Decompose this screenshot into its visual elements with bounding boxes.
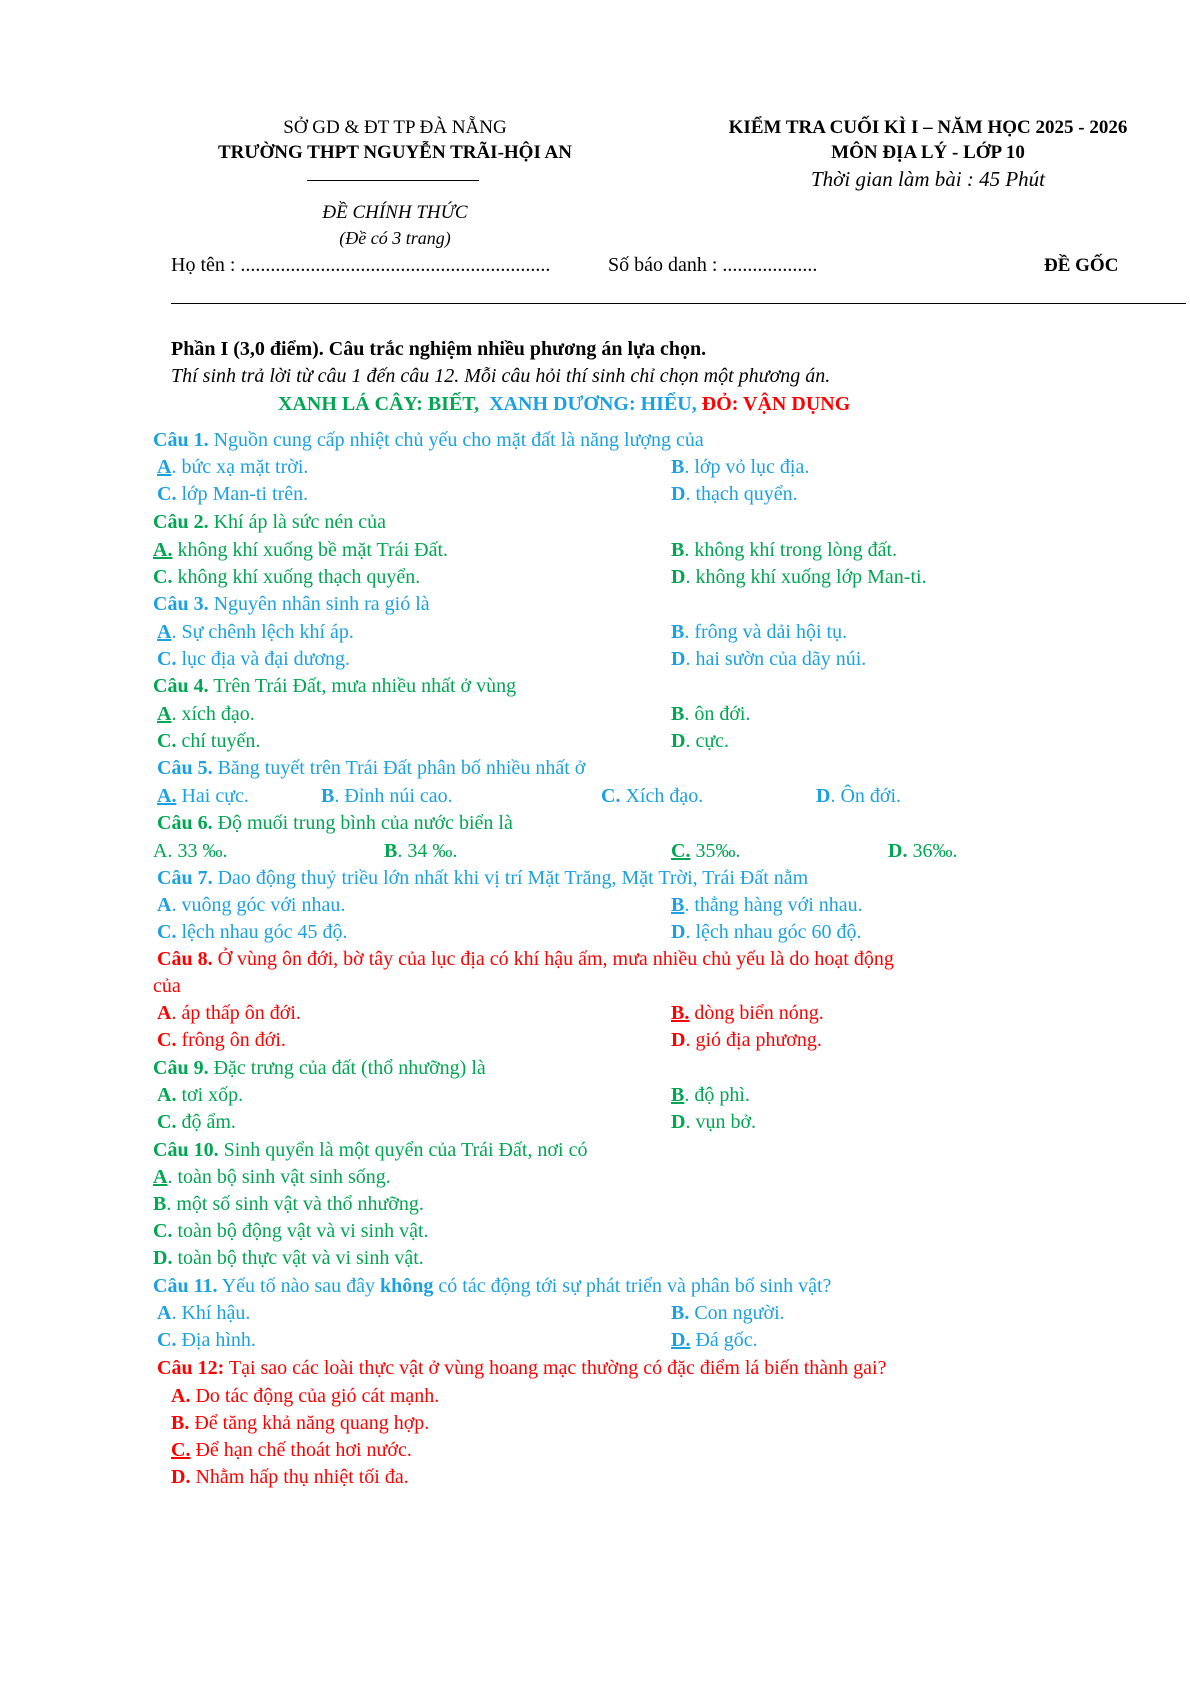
q9-option-d[interactable]: D. vụn bở.: [671, 1111, 757, 1133]
q1-option-b[interactable]: B. lớp vỏ lục địa.: [671, 456, 810, 478]
exam-title: KIỂM TRA CUỐI KÌ I – NĂM HỌC 2025 - 2026: [728, 117, 1128, 138]
legend-green: XANH LÁ CÂY: BIẾT,: [278, 393, 480, 415]
header-underline: [307, 180, 479, 181]
q8-option-c[interactable]: C. frông ôn đới.: [157, 1029, 286, 1051]
student-name-field: Họ tên : ..............................................................: [171, 254, 551, 276]
department-name: SỞ GD & ĐT TP ĐÀ NẴNG: [283, 117, 507, 138]
student-id-field: Số báo danh : ...................: [608, 254, 818, 276]
q11-option-d[interactable]: D. Đá gốc.: [671, 1329, 758, 1351]
q4-option-d[interactable]: D. cực.: [671, 730, 730, 752]
q12-option-a[interactable]: A. Do tác động của gió cát mạnh.: [171, 1385, 440, 1407]
q2-option-d[interactable]: D. không khí xuống lớp Man-ti.: [671, 566, 927, 588]
question-6: Câu 6. Độ muối trung bình của nước biển là: [157, 812, 513, 834]
q4-option-b[interactable]: B. ôn đới.: [671, 703, 751, 725]
q9-option-a[interactable]: A. tơi xốp.: [157, 1084, 244, 1106]
q10-option-b[interactable]: B. một số sinh vật và thổ nhưỡng.: [153, 1193, 424, 1215]
question-10: Câu 10. Sinh quyển là một quyển của Trái Đất, nơi có: [153, 1139, 588, 1161]
q6-option-d[interactable]: D. 36‰.: [888, 840, 958, 862]
q3-option-c[interactable]: C. lục địa và đại dương.: [157, 648, 351, 670]
q12-option-c[interactable]: C. Để hạn chế thoát hơi nước.: [171, 1439, 412, 1461]
q1-option-c[interactable]: C. lớp Man-ti trên.: [157, 483, 309, 505]
q2-option-b[interactable]: B. không khí trong lòng đất.: [671, 539, 898, 561]
subject-title: MÔN ĐỊA LÝ - LỚP 10: [831, 142, 1025, 163]
question-1: Câu 1. Nguồn cung cấp nhiệt chủ yếu cho mặt đất là năng lượng của: [153, 429, 704, 451]
q11-option-c[interactable]: C. Địa hình.: [157, 1329, 256, 1351]
legend-blue: XANH DƯƠNG: HIỂU,: [489, 393, 697, 415]
q7-option-b[interactable]: B. thẳng hàng với nhau.: [671, 894, 863, 916]
question-9: Câu 9. Đặc trưng của đất (thổ nhưỡng) là: [153, 1057, 486, 1079]
q3-option-a[interactable]: A. Sự chênh lệch khí áp.: [157, 621, 354, 643]
question-5: Câu 5. Băng tuyết trên Trái Đất phân bố nhiều nhất ở: [157, 757, 586, 779]
q12-option-b[interactable]: B. Để tăng khả năng quang hợp.: [171, 1412, 430, 1434]
q4-option-a[interactable]: A. xích đạo.: [157, 703, 255, 725]
q11-option-a[interactable]: A. Khí hậu.: [157, 1302, 251, 1324]
official-label: ĐỀ CHÍNH THỨC: [322, 202, 468, 223]
q11-option-b[interactable]: B. Con người.: [671, 1302, 785, 1324]
q1-option-a[interactable]: A. bức xạ mặt trời.: [157, 456, 309, 478]
q7-option-c[interactable]: C. lệch nhau góc 45 độ.: [157, 921, 348, 943]
q7-option-d[interactable]: D. lệch nhau góc 60 độ.: [671, 921, 862, 943]
q6-option-c[interactable]: C. 35‰.: [671, 840, 741, 862]
q4-option-c[interactable]: C. chí tuyến.: [157, 730, 261, 752]
school-name: TRƯỜNG THPT NGUYỄN TRÃI-HỘI AN: [217, 142, 572, 163]
q12-option-d[interactable]: D. Nhằm hấp thụ nhiệt tối đa.: [171, 1466, 409, 1488]
part1-title: Phần I (3,0 điểm). Câu trắc nghiệm nhiều phương án lựa chọn.: [171, 338, 707, 360]
question-8-cont: của: [153, 975, 181, 997]
q2-option-c[interactable]: C. không khí xuống thạch quyển.: [153, 566, 421, 588]
q10-option-d[interactable]: D. toàn bộ thực vật và vi sinh vật.: [153, 1247, 424, 1269]
q1-option-d[interactable]: D. thạch quyển.: [671, 483, 798, 505]
q5-option-d[interactable]: D. Ôn đới.: [816, 785, 902, 807]
q5-option-b[interactable]: B. Đỉnh núi cao.: [321, 785, 453, 807]
q9-option-c[interactable]: C. độ ẩm.: [157, 1111, 236, 1133]
q8-option-b[interactable]: B. dòng biển nóng.: [671, 1002, 824, 1024]
page-count: (Đề có 3 trang): [339, 228, 451, 248]
header-divider: [171, 303, 1186, 304]
question-4: Câu 4. Trên Trái Đất, mưa nhiều nhất ở vùng: [153, 675, 517, 697]
q9-option-b[interactable]: B. độ phì.: [671, 1084, 750, 1106]
question-7: Câu 7. Dao động thuỷ triều lớn nhất khi vị trí Mặt Trăng, Mặt Trời, Trái Đất nằm: [157, 867, 809, 889]
q10-option-a[interactable]: A. toàn bộ sinh vật sinh sống.: [153, 1166, 391, 1188]
question-3: Câu 3. Nguyên nhân sinh ra gió là: [153, 593, 430, 615]
q5-option-a[interactable]: A. Hai cực.: [157, 785, 249, 807]
q10-option-c[interactable]: C. toàn bộ động vật và vi sinh vật.: [153, 1220, 429, 1242]
q8-option-d[interactable]: D. gió địa phương.: [671, 1029, 822, 1051]
question-8: Câu 8. Ở vùng ôn đới, bờ tây của lục địa có khí hậu ấm, mưa nhiều chủ yếu là do hoạt động: [157, 948, 894, 970]
color-legend: [278, 392, 850, 417]
question-12: Câu 12: Tại sao các loài thực vật ở vùng hoang mạc thường có đặc điểm lá biến thành gai?: [157, 1357, 887, 1379]
q2-option-a[interactable]: A. không khí xuống bề mặt Trái Đất.: [153, 539, 448, 561]
question-2: Câu 2. Khí áp là sức nén của: [153, 511, 387, 533]
legend-red: ĐỎ: VẬN DỤNG: [701, 393, 851, 415]
q5-option-c[interactable]: C. Xích đạo.: [601, 785, 704, 807]
q8-option-a[interactable]: A. áp thấp ôn đới.: [157, 1002, 301, 1024]
q3-option-d[interactable]: D. hai sườn của dãy núi.: [671, 648, 867, 670]
q6-option-b[interactable]: B. 34 ‰.: [384, 840, 458, 862]
exam-code: ĐỀ GỐC: [1044, 255, 1119, 276]
part1-instruction: Thí sinh trả lời từ câu 1 đến câu 12. Mỗi câu hỏi thí sinh chỉ chọn một phương án.: [171, 365, 831, 387]
q3-option-b[interactable]: B. frông và dải hội tụ.: [671, 621, 848, 643]
q6-option-a[interactable]: A. 33 ‰.: [153, 840, 228, 862]
question-11: Câu 11. Yếu tố nào sau đây không có tác động tới sự phát triển và phân bố sinh vật?: [153, 1275, 832, 1297]
q7-option-a[interactable]: A. vuông góc với nhau.: [157, 894, 346, 916]
exam-time: Thời gian làm bài : 45 Phút: [810, 167, 1046, 191]
